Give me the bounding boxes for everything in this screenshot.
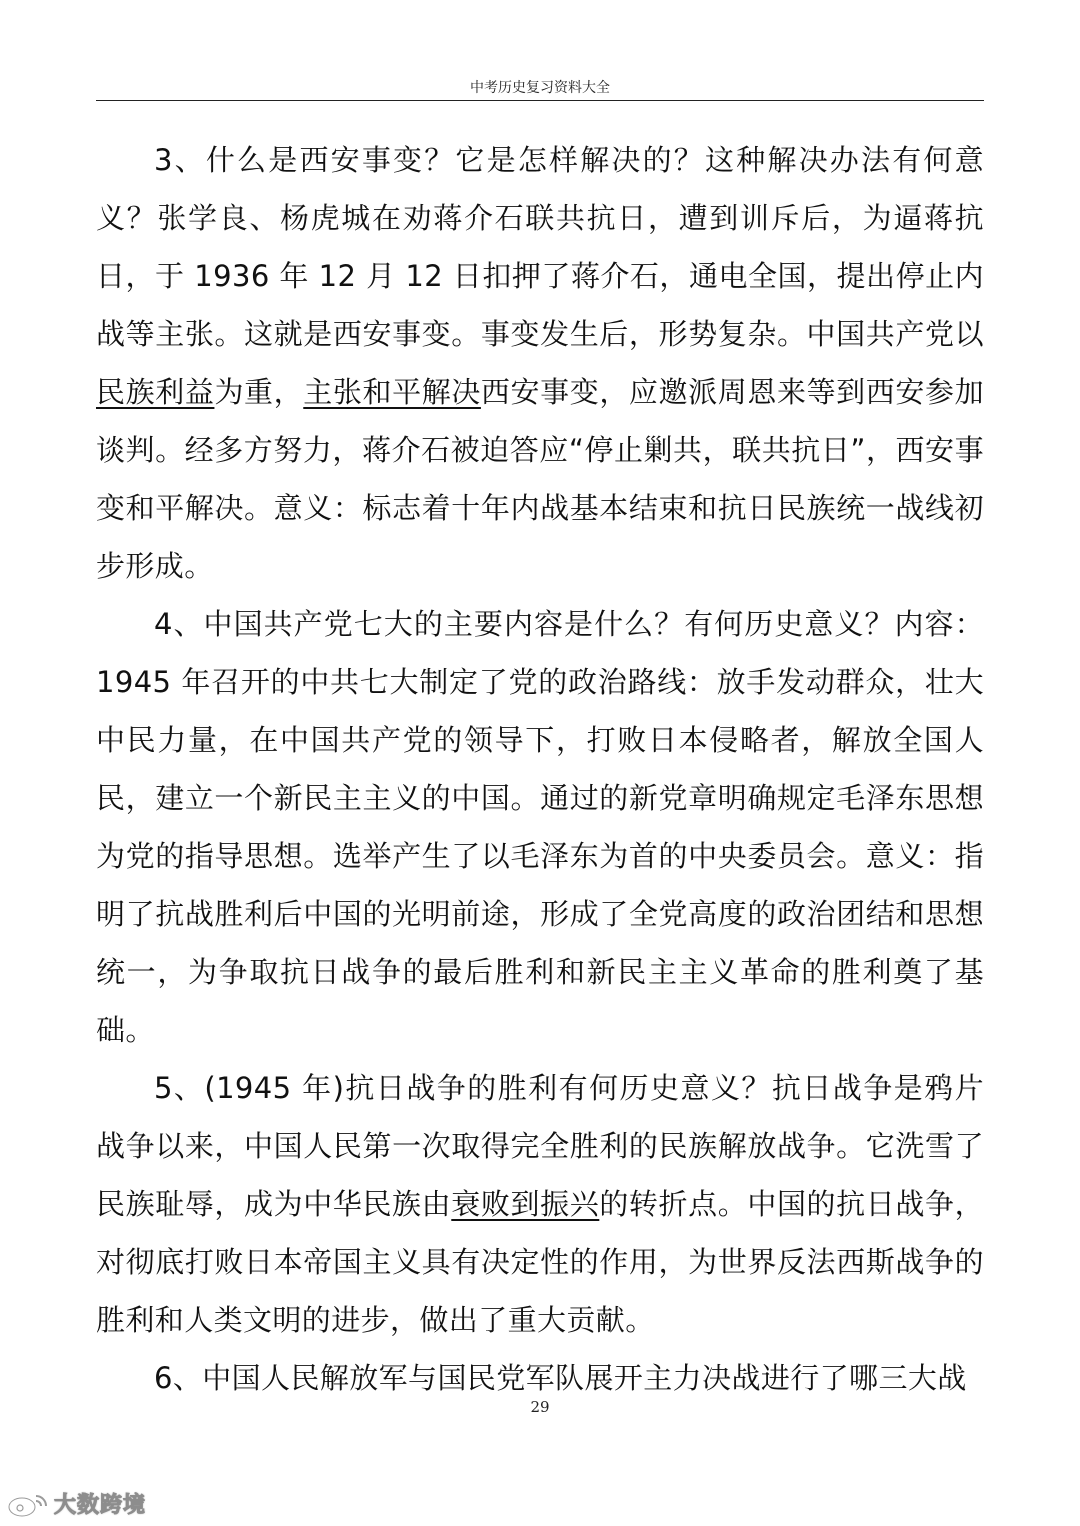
text-segment: 6、中国人民解放军与国民党军队展开主力决战进行了哪三大战 <box>154 1361 967 1395</box>
page-header-title: 中考历史复习资料大全 <box>470 80 610 96</box>
paragraph-q4 <box>96 595 984 1059</box>
text-segment: 为重， <box>214 375 304 409</box>
text-segment: 的转折点。中国的抗日战争，对彻底打败日本帝国主义具有决定性的作用，为世界反法西斯战争的胜利和人类文明的进步，做出了重大贡献。 <box>96 1187 984 1337</box>
header-divider <box>96 100 984 101</box>
paragraph-q3 <box>96 131 984 595</box>
paragraph-q5 <box>96 1059 984 1349</box>
document-body <box>96 131 984 1407</box>
underlined-text: 主张和平解决 <box>303 375 481 409</box>
page-number: 29 <box>530 1398 550 1416</box>
text-segment: 3、什么是西安事变？它是怎样解决的？这种解决办法有何意义？张学良、杨虎城在劝蒋介石联共抗日，遭到训斥后，为逼蒋抗日，于 1936 年 12 月 12 日扣押了蒋介石，通电全国，提出停止内战等主张。这就是西安事变。事变发生后，形势复杂。中国共产党以 <box>96 143 984 351</box>
watermark <box>6 1488 146 1519</box>
text-segment: 5、(1945 年)抗日战争的胜利有何历史意义？抗日战争是鸦片战争以来，中国人民第一次取得完全胜利的民族解放战争。它洗雪了民族耻辱，成为中华民族由 <box>96 1071 984 1221</box>
weibo-style-logo-icon <box>6 1490 50 1518</box>
text-segment: 西安事变，应邀派周恩来等到西安参加谈判。经多方努力，蒋介石被迫答应“停止剿共，联共抗日”，西安事变和平解决。意义：标志着十年内战基本结束和抗日民族统一战线初步形成。 <box>96 375 985 583</box>
underlined-text: 衰败到振兴 <box>451 1187 600 1221</box>
text-segment: 4、中国共产党七大的主要内容是什么？有何历史意义？内容：1945 年召开的中共七大制定了党的政治路线：放手发动群众，壮大中民力量，在中国共产党的领导下，打败日本侵略者，解放全国人民，建立一个新民主主义的中国。通过的新党章明确规定毛泽东思想为党的指导思想。选举产生了以毛泽东为首的中央委员会。意义：指明了抗战胜利后中国的光明前途，形成了全党高度的政治团结和思想统一，为争取抗日战争的最后胜利和新民主主义革命的胜利奠了基础。 <box>96 607 984 1047</box>
underlined-text: 民族利益 <box>96 375 215 409</box>
watermark-text: 大数跨境 <box>54 1493 147 1518</box>
